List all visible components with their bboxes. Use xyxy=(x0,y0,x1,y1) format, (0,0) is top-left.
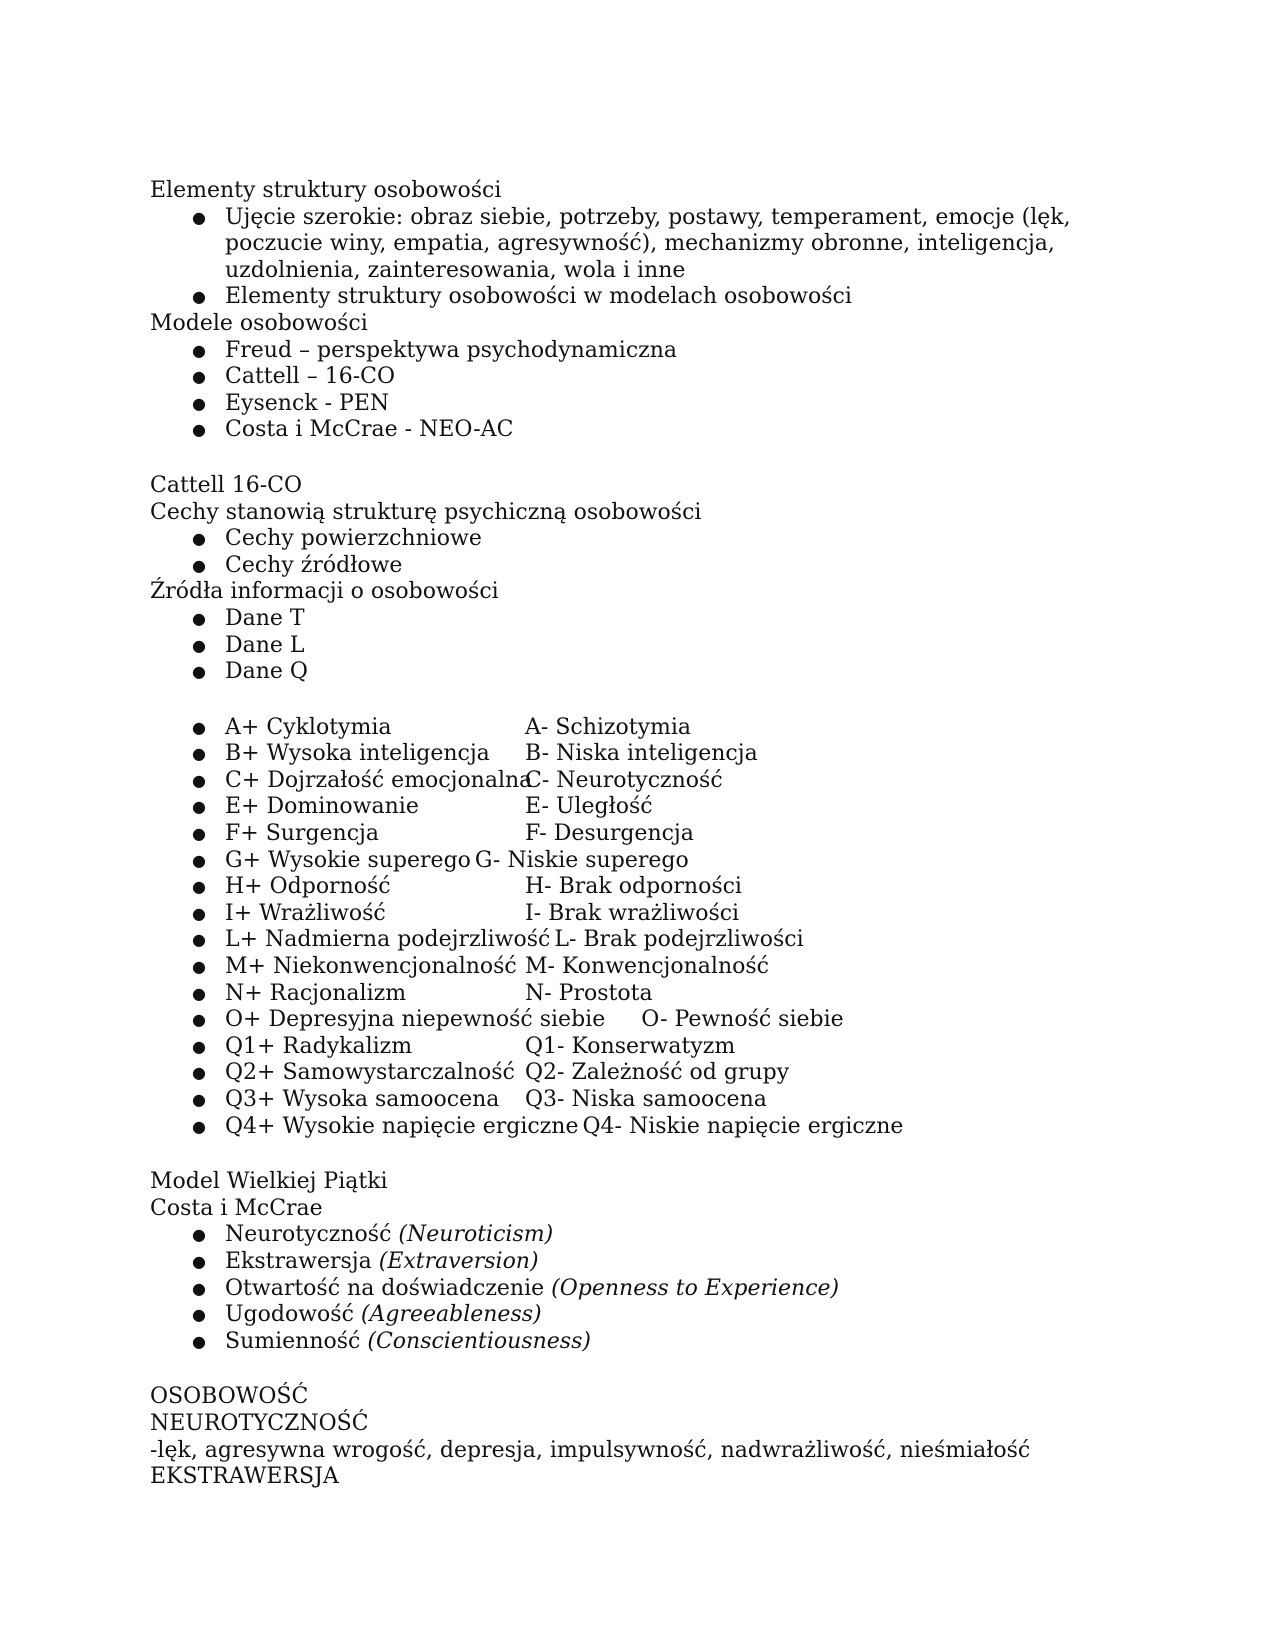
factor-row: ● A+ Cyklotymia A- Schizotymia xyxy=(192,714,692,740)
bullet-icon: ● xyxy=(192,635,206,655)
factor-row: ● B+ Wysoka inteligencja B- Niska inteligencja xyxy=(192,741,758,767)
factor-row: ● Q1+ Radykalizm Q1- Konserwatyzm xyxy=(192,1033,736,1059)
bullet-icon: ● xyxy=(192,957,206,977)
bullet-icon: ● xyxy=(192,877,206,897)
factor-row: ● F+ Surgencja F- Desurgencja xyxy=(192,821,694,847)
list-item: ● Ugodowość (Agreeableness) xyxy=(192,1302,542,1328)
bullet-icon: ● xyxy=(192,1036,206,1056)
list-factors xyxy=(150,715,1150,1141)
list-item: ● Dane T xyxy=(192,605,305,631)
list-item: ● Ekstrawersja (Extraversion) xyxy=(192,1248,539,1274)
bullet-icon: ● xyxy=(192,555,206,575)
factor-row: ● Q2+ Samowystarczalność Q2- Zależność od grupy xyxy=(192,1060,790,1086)
bullet-icon: ● xyxy=(192,983,206,1003)
bullet-icon: ● xyxy=(192,744,206,764)
list-item: ● Eysenck - PEN xyxy=(192,390,390,416)
list-item: ● Sumienność (Conscientiousness) xyxy=(192,1328,591,1354)
heading-ekstrawersja: EKSTRAWERSJA xyxy=(150,1464,339,1490)
factor-row: ● N+ Racjonalizm N- Prostota xyxy=(192,980,653,1006)
bullet-icon: ● xyxy=(192,367,206,387)
list-cechy xyxy=(150,526,1150,579)
list-big-five xyxy=(150,1222,1150,1355)
bullet-icon: ● xyxy=(192,824,206,844)
factor-row: ● O+ Depresyjna niepewność siebie O- Pewność siebie xyxy=(192,1007,844,1033)
factor-row: ● L+ Nadmierna podejrzliwość L- Brak podejrzliwości xyxy=(192,927,804,953)
bullet-icon: ● xyxy=(192,717,206,737)
factor-row: ● G+ Wysokie superego G- Niskie superego xyxy=(192,847,689,873)
heading-osobowosc: OSOBOWOŚĆ xyxy=(150,1384,309,1410)
bullet-icon: ● xyxy=(192,930,206,950)
heading-neurotycznosc: NEUROTYCZNOŚĆ xyxy=(150,1410,369,1436)
bullet-icon: ● xyxy=(192,287,206,307)
list-zrodla xyxy=(150,606,1150,686)
bullet-icon: ● xyxy=(192,1331,206,1351)
neurotycznosc-text: -lęk, agresywna wrogość, depresja, impulsywność, nadwrażliwość, nieśmiałość xyxy=(150,1437,1031,1463)
bullet-icon: ● xyxy=(192,1010,206,1030)
list-item: ● Ujęcie szerokie: obraz siebie, potrzeby, postawy, temperament, emocje (lęk, poczucie winy, empatia, agresywność), mechanizmy obronne, inteligencja, uzdolnienia, zainteresowania, wola i inne xyxy=(192,204,1071,283)
list-item: ● Cechy źródłowe xyxy=(192,552,403,578)
list-item: ● Freud – perspektywa psychodynamiczna xyxy=(192,337,678,363)
bullet-icon: ● xyxy=(192,1278,206,1298)
factor-row: ● Q4+ Wysokie napięcie ergiczne Q4- Niskie napięcie ergiczne xyxy=(192,1113,904,1139)
bullet-icon: ● xyxy=(192,770,206,790)
bullet-icon: ● xyxy=(192,797,206,817)
list-item: ● Neurotyczność (Neuroticism) xyxy=(192,1222,554,1248)
heading-zrodla: Źródła informacji o osobowości xyxy=(150,579,499,605)
bullet-icon: ● xyxy=(192,1116,206,1136)
factor-row: ● M+ Niekonwencjonalność M- Konwencjonalność xyxy=(192,954,769,980)
subheading-cechy: Cechy stanowią strukturę psychiczną osobowości xyxy=(150,499,702,525)
bullet-icon: ● xyxy=(192,1305,206,1325)
bullet-icon: ● xyxy=(192,1063,206,1083)
factor-row: ● E+ Dominowanie E- Uległość xyxy=(192,794,653,820)
factor-row: ● Q3+ Wysoka samoocena Q3- Niska samoocena xyxy=(192,1087,767,1112)
bullet-icon: ● xyxy=(192,207,206,227)
bullet-icon: ● xyxy=(192,903,206,923)
subheading-costa: Costa i McCrae xyxy=(150,1195,323,1221)
bullet-icon: ● xyxy=(192,1090,206,1109)
list-item: ● Otwartość na doświadczenie (Openness to Experience) xyxy=(192,1275,840,1301)
heading-elementy: Elementy struktury osobowości xyxy=(150,178,502,203)
list-modele xyxy=(150,338,1150,444)
document-content xyxy=(150,178,1150,1491)
list-item: ● Dane L xyxy=(192,632,305,658)
bullet-icon: ● xyxy=(192,420,206,440)
list-item: ● Dane Q xyxy=(192,659,308,685)
factor-row: ● C+ Dojrzałość emocjonalnaC- Neurotyczność xyxy=(192,767,723,793)
bullet-icon: ● xyxy=(192,1251,206,1271)
list-item: ● Costa i McCrae - NEO-AC xyxy=(192,417,514,443)
bullet-icon: ● xyxy=(192,608,206,628)
factor-row: ● I+ Wrażliwość I- Brak wrażliwości xyxy=(192,900,740,926)
heading-modele: Modele osobowości xyxy=(150,310,368,336)
bullet-icon: ● xyxy=(192,850,206,870)
bullet-icon: ● xyxy=(192,393,206,413)
bullet-icon: ● xyxy=(192,340,206,360)
list-item: ● Elementy struktury osobowości w modelach osobowości xyxy=(192,284,852,310)
list-elementy xyxy=(150,205,1150,311)
bullet-icon: ● xyxy=(192,1225,206,1245)
bullet-icon: ● xyxy=(192,529,206,549)
list-item: ● Cechy powierzchniowe xyxy=(192,526,482,552)
heading-cattell: Cattell 16-CO xyxy=(150,472,303,498)
bullet-icon: ● xyxy=(192,662,206,682)
list-item: ● Cattell – 16-CO xyxy=(192,364,396,390)
heading-big-five: Model Wielkiej Piątki xyxy=(150,1169,388,1195)
factor-row: ● H+ Odporność H- Brak odporności xyxy=(192,874,742,900)
